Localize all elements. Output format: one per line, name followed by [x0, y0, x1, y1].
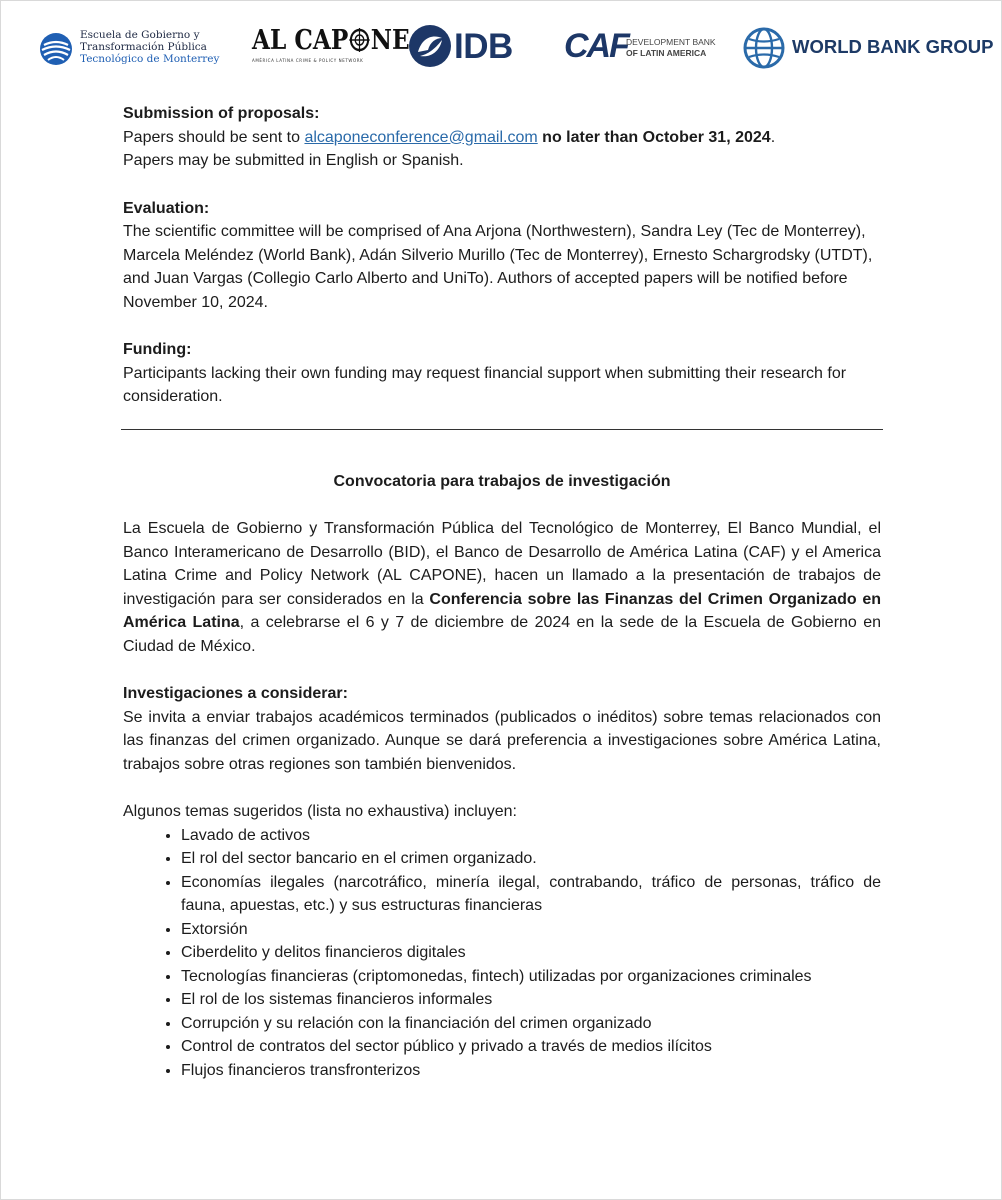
funding-heading: Funding:	[123, 341, 192, 358]
egtp-line3: Tecnológico de Monterrey	[80, 53, 220, 65]
convocatoria-title: Convocatoria para trabajos de investigación	[333, 472, 671, 490]
document-body	[123, 102, 881, 1082]
conference-name: Conferencia sobre las Finanzas del Crimen Organizado en América Latina	[123, 590, 882, 631]
egtp-logo	[38, 27, 220, 71]
list-item: • El rol de los sistemas financieros informales	[181, 988, 881, 1012]
convocatoria-intro-pre: La Escuela de Gobierno y Transformación Pública del Tecnológico de Monterrey, El Banco Mundial, el Banco Interamericano de Desarrollo (BID), el Banco de Desarrollo de América Latina (CAF) y el America Latina Crime and Policy Network (AL CAPONE), hacen un llamado a la presentación de trabajos de investigación para ser considerados en la	[123, 520, 881, 608]
idb-logo	[408, 24, 526, 70]
funding-text: Participants lacking their own funding may request financial support when submitting their research for consideration.	[123, 364, 847, 405]
list-item: • Economías ilegales (narcotráfico, minería ilegal, contrabando, tráfico de personas, tráfico de fauna, apuestas, etc.) y sus estructuras financieras	[181, 871, 881, 918]
egtp-line1: Escuela de Gobierno y	[80, 29, 200, 41]
list-item: • Flujos financieros transfronterizos	[181, 1059, 881, 1083]
alcapone-name-part2: NE	[370, 25, 410, 56]
submission-deadline: no later than October 31, 2024	[537, 128, 771, 146]
convocatoria-intro	[123, 517, 881, 658]
temas-intro: Algunos temas sugeridos (lista no exhaustiva) incluyen:	[123, 803, 517, 820]
alcapone-tagline: AMÉRICA LATINA CRIME & POLICY NETWORK	[252, 58, 364, 63]
list-item: • Tecnologías financieras (criptomonedas, fintech) utilizadas por organizaciones criminales	[181, 965, 881, 989]
caf-logo	[562, 27, 716, 67]
caf-subtitle	[626, 37, 716, 59]
caf-name: CAF	[564, 27, 628, 65]
world-bank-globe-icon	[742, 26, 786, 70]
submission-deadline-end: .	[770, 128, 776, 146]
alcapone-name-part1: AL CAP	[252, 25, 349, 56]
alcapone-name	[252, 24, 410, 58]
idb-emblem-icon	[408, 24, 452, 68]
submission-pre-email: Papers should be sent to	[123, 128, 305, 146]
caf-sub2: OF LATIN AMERICA	[626, 48, 707, 58]
convocatoria-intro-post: , a celebrarse el 6 y 7 de diciembre de 2024 en la sede de la Escuela de Gobierno en Ciudad de México.	[123, 614, 881, 655]
submission-heading: Submission of proposals:	[123, 105, 320, 122]
investigaciones-text: Se invita a enviar trabajos académicos terminados (publicados o inéditos) sobre temas relacionados con las finanzas del crimen organizado. Aunque se dará preferencia a investigaciones sobre América Latina, trabajos sobre otras regiones son también bienvenidos.	[123, 708, 881, 773]
alcapone-logo	[252, 24, 410, 72]
list-item: • Lavado de activos	[181, 824, 881, 848]
list-item: • Extorsión	[181, 918, 881, 942]
submission-text	[123, 126, 881, 150]
partner-logos	[0, 0, 1002, 95]
egtp-globe-icon	[38, 31, 74, 67]
idb-name: IDB	[454, 27, 513, 66]
list-item: • Corrupción y su relación con la financiación del crimen organizado	[181, 1012, 881, 1036]
target-icon	[349, 28, 370, 52]
world-bank-name: WORLD BANK GROUP	[792, 36, 994, 57]
section-divider	[121, 429, 883, 430]
list-item: • Control de contratos del sector público y privado a través de medios ilícitos	[181, 1035, 881, 1059]
world-bank-logo	[742, 26, 994, 70]
egtp-line2: Transformación Pública	[80, 41, 207, 53]
submission-languages: Papers may be submitted in English or Spanish.	[123, 152, 464, 169]
evaluation-heading: Evaluation:	[123, 199, 210, 217]
list-item: • Ciberdelito y delitos financieros digitales	[181, 941, 881, 965]
topics-list	[123, 824, 881, 1083]
caf-sub1: DEVELOPMENT BANK	[626, 37, 716, 47]
list-item: • El rol del sector bancario en el crimen organizado.	[181, 847, 881, 871]
evaluation-text: The scientific committee will be comprised of Ana Arjona (Northwestern), Sandra Ley (Tec de Monterrey), Marcela Meléndez (World Bank), Adán Silverio Murillo (Tec de Monterrey), Ernesto Schargrodsky (UTDT), and Juan Vargas (Collegio Carlo Alberto and UniTo). Authors of accepted papers will be notified before November 10, 2024.	[123, 223, 873, 311]
investigaciones-heading: Investigaciones a considerar:	[123, 685, 348, 702]
submission-email-link[interactable]: alcaponeconference@gmail.com	[304, 128, 538, 146]
